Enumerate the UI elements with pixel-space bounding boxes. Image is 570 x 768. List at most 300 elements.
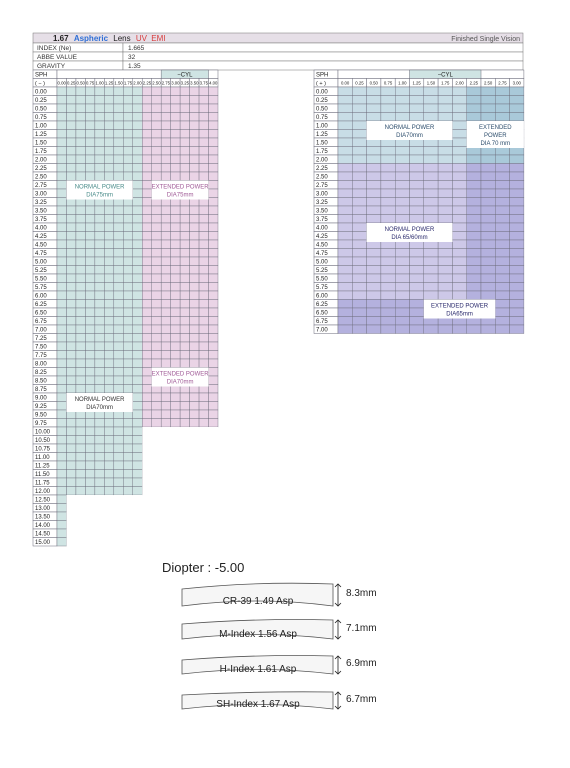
grid-cell xyxy=(338,113,352,122)
grid-cell xyxy=(209,419,218,428)
grid-cell xyxy=(171,402,180,411)
grid-cell xyxy=(467,189,481,198)
grid-cell xyxy=(467,215,481,224)
grid-cell xyxy=(171,172,180,181)
grid-cell xyxy=(338,308,352,317)
grid-cell xyxy=(367,113,381,122)
grid-cell xyxy=(410,147,424,156)
grid-cell xyxy=(142,181,151,190)
sph-value: 15.00 xyxy=(35,540,51,546)
grid-cell xyxy=(142,487,151,496)
grid-cell xyxy=(142,504,151,513)
grid-cell xyxy=(495,325,509,334)
grid-cell xyxy=(66,172,75,181)
grid-cell xyxy=(104,317,113,326)
sph-value: 0.25 xyxy=(35,98,47,104)
grid-cell xyxy=(161,283,170,292)
grid-cell xyxy=(76,240,85,249)
grid-cell xyxy=(66,113,75,122)
sph-value: 5.75 xyxy=(316,285,328,291)
grid-cell xyxy=(190,155,199,164)
grid-cell xyxy=(190,453,199,462)
grid-cell xyxy=(190,512,199,521)
grid-cell xyxy=(171,223,180,232)
grid-cell xyxy=(338,223,352,232)
grid-cell xyxy=(123,104,132,113)
grid-cell xyxy=(95,444,104,453)
grid-cell xyxy=(381,274,395,283)
sph-value: 0.50 xyxy=(316,106,328,113)
grid-cell xyxy=(199,478,208,487)
grid-cell xyxy=(171,410,180,419)
grid-cell xyxy=(76,155,85,164)
grid-cell xyxy=(367,189,381,198)
grid-cell xyxy=(338,325,352,334)
grid-cell xyxy=(190,393,199,402)
grid-cell xyxy=(438,189,452,198)
grid-cell xyxy=(76,223,85,232)
grid-cell xyxy=(161,444,170,453)
sph-value: 8.75 xyxy=(35,387,47,393)
grid-cell xyxy=(123,521,132,530)
grid-cell xyxy=(199,453,208,462)
grid-cell xyxy=(209,504,218,513)
grid-cell xyxy=(467,223,481,232)
grid-cell xyxy=(142,334,151,343)
grid-cell xyxy=(142,198,151,207)
grid-cell xyxy=(95,427,104,436)
grid-cell xyxy=(190,325,199,334)
grid-cell xyxy=(338,121,352,130)
spec-label: INDEX (Ne) xyxy=(37,45,72,52)
grid-cell xyxy=(85,232,94,241)
grid-cell xyxy=(133,325,142,334)
grid-cell xyxy=(209,470,218,479)
grid-cell xyxy=(104,487,113,496)
sph-value: 3.00 xyxy=(316,191,328,198)
grid-cell xyxy=(209,249,218,258)
grid-cell xyxy=(209,232,218,241)
grid-cell xyxy=(424,325,438,334)
grid-cell xyxy=(467,164,481,173)
grid-cell xyxy=(66,138,75,147)
grid-cell xyxy=(133,257,142,266)
grid-cell xyxy=(395,215,409,224)
grid-cell xyxy=(133,240,142,249)
grid-cell xyxy=(352,291,366,300)
grid-cell xyxy=(199,240,208,249)
grid-cell xyxy=(381,87,395,96)
grid-cell xyxy=(104,172,113,181)
grid-cell xyxy=(133,249,142,258)
sph-value: 5.00 xyxy=(35,259,47,266)
grid-cell xyxy=(104,223,113,232)
grid-cell xyxy=(104,436,113,445)
grid-cell xyxy=(171,147,180,156)
grid-cell xyxy=(114,215,123,224)
grid-cell xyxy=(481,249,495,258)
grid-cell xyxy=(104,232,113,241)
lens-name: M-Index 1.56 Asp xyxy=(219,629,297,640)
grid-cell xyxy=(57,240,66,249)
sph-value: 7.25 xyxy=(35,336,47,342)
grid-cell xyxy=(95,232,104,241)
grid-cell xyxy=(142,172,151,181)
grid-cell xyxy=(180,121,189,130)
grid-cell xyxy=(199,351,208,360)
grid-cell xyxy=(66,444,75,453)
grid-cell xyxy=(180,300,189,309)
grid-cell xyxy=(495,198,509,207)
grid-cell xyxy=(152,478,161,487)
grid-cell xyxy=(452,87,466,96)
grid-cell xyxy=(133,164,142,173)
grid-cell xyxy=(114,283,123,292)
grid-cell xyxy=(152,419,161,428)
grid-cell xyxy=(76,444,85,453)
grid-cell xyxy=(95,223,104,232)
grid-cell xyxy=(199,419,208,428)
grid-cell xyxy=(338,198,352,207)
grid-cell xyxy=(209,274,218,283)
grid-cell xyxy=(123,529,132,538)
grid-cell xyxy=(171,206,180,215)
grid-cell xyxy=(338,87,352,96)
grid-cell xyxy=(367,181,381,190)
grid-cell xyxy=(142,368,151,377)
grid-cell xyxy=(171,393,180,402)
grid-cell xyxy=(57,385,66,394)
grid-cell xyxy=(452,181,466,190)
grid-cell xyxy=(85,257,94,266)
plus-sph-grid xyxy=(314,70,524,334)
grid-cell xyxy=(367,96,381,105)
grid-cell xyxy=(142,538,151,547)
grid-cell xyxy=(161,215,170,224)
grid-cell xyxy=(142,249,151,258)
grid-cell xyxy=(104,283,113,292)
grid-cell xyxy=(171,427,180,436)
grid-cell xyxy=(209,240,218,249)
grid-cell xyxy=(180,96,189,105)
grid-cell xyxy=(95,512,104,521)
grid-cell xyxy=(171,529,180,538)
grid-cell xyxy=(142,461,151,470)
sph-value: 0.00 xyxy=(35,89,47,96)
grid-cell xyxy=(76,478,85,487)
grid-cell xyxy=(481,266,495,275)
grid-cell xyxy=(190,274,199,283)
grid-cell xyxy=(367,257,381,266)
grid-cell xyxy=(190,291,199,300)
grid-cell xyxy=(199,470,208,479)
grid-cell xyxy=(352,215,366,224)
grid-cell xyxy=(452,104,466,113)
grid-cell xyxy=(57,87,66,96)
grid-cell xyxy=(495,291,509,300)
grid-cell xyxy=(114,325,123,334)
grid-cell xyxy=(381,283,395,292)
grid-cell xyxy=(190,419,199,428)
grid-cell xyxy=(76,487,85,496)
grid-cell xyxy=(133,130,142,139)
grid-cell xyxy=(171,334,180,343)
grid-cell xyxy=(381,113,395,122)
grid-cell xyxy=(66,461,75,470)
grid-cell xyxy=(395,147,409,156)
grid-cell xyxy=(95,206,104,215)
grid-cell xyxy=(190,478,199,487)
grid-cell xyxy=(190,172,199,181)
grid-cell xyxy=(104,359,113,368)
grid-cell xyxy=(481,240,495,249)
sph-value: 2.75 xyxy=(316,183,328,189)
sph-value: 5.50 xyxy=(35,276,47,283)
grid-cell xyxy=(438,249,452,258)
grid-cell xyxy=(66,249,75,258)
grid-cell xyxy=(209,487,218,496)
grid-cell xyxy=(190,334,199,343)
power-label-text: DIA65mm xyxy=(446,311,473,318)
grid-cell xyxy=(57,257,66,266)
grid-cell xyxy=(209,342,218,351)
grid-cell xyxy=(66,538,75,547)
grid-cell xyxy=(152,249,161,258)
grid-cell xyxy=(85,334,94,343)
grid-cell xyxy=(114,206,123,215)
grid-cell xyxy=(209,359,218,368)
grid-cell xyxy=(142,121,151,130)
grid-cell xyxy=(95,317,104,326)
grid-cell xyxy=(95,538,104,547)
grid-cell xyxy=(452,283,466,292)
grid-cell xyxy=(395,308,409,317)
grid-cell xyxy=(199,529,208,538)
grid-cell xyxy=(76,104,85,113)
product-header xyxy=(33,33,523,43)
grid-cell xyxy=(467,104,481,113)
grid-cell xyxy=(171,317,180,326)
grid-cell xyxy=(142,113,151,122)
sph-value: 11.00 xyxy=(35,455,50,461)
grid-cell xyxy=(452,164,466,173)
grid-cell xyxy=(481,104,495,113)
grid-cell xyxy=(199,317,208,326)
grid-cell xyxy=(133,453,142,462)
grid-cell xyxy=(123,419,132,428)
power-label-text: DIA75mm xyxy=(86,192,113,199)
cyl-value: 1.25 xyxy=(412,80,421,86)
grid-cell xyxy=(133,317,142,326)
grid-cell xyxy=(199,138,208,147)
grid-cell xyxy=(161,130,170,139)
grid-cell xyxy=(152,130,161,139)
grid-cell xyxy=(114,308,123,317)
grid-cell xyxy=(142,257,151,266)
grid-cell xyxy=(180,138,189,147)
grid-cell xyxy=(152,87,161,96)
grid-cell xyxy=(338,104,352,113)
grid-cell xyxy=(367,300,381,309)
grid-cell xyxy=(95,495,104,504)
grid-cell xyxy=(424,104,438,113)
grid-cell xyxy=(180,351,189,360)
grid-cell xyxy=(95,419,104,428)
cyl-value: 2.75 xyxy=(498,80,507,86)
lens-text: Lens xyxy=(113,34,131,43)
grid-cell xyxy=(352,121,366,130)
grid-cell xyxy=(180,334,189,343)
grid-cell xyxy=(424,198,438,207)
grid-cell xyxy=(85,368,94,377)
grid-cell xyxy=(199,147,208,156)
grid-cell xyxy=(76,461,85,470)
grid-cell xyxy=(410,283,424,292)
grid-cell xyxy=(142,427,151,436)
grid-cell xyxy=(199,104,208,113)
grid-cell xyxy=(123,155,132,164)
grid-cell xyxy=(352,113,366,122)
grid-cell xyxy=(452,121,466,130)
grid-cell xyxy=(367,164,381,173)
sph-value: 6.75 xyxy=(316,319,328,325)
grid-cell xyxy=(66,266,75,275)
grid-cell xyxy=(199,402,208,411)
sph-value: 11.75 xyxy=(35,480,50,487)
grid-cell xyxy=(104,512,113,521)
grid-cell xyxy=(338,172,352,181)
sph-value: 1.25 xyxy=(35,132,47,138)
grid-cell xyxy=(209,308,218,317)
grid-cell xyxy=(104,147,113,156)
grid-cell xyxy=(57,317,66,326)
spec-label: ABBE VALUE xyxy=(37,54,77,61)
grid-cell xyxy=(123,121,132,130)
grid-cell xyxy=(209,147,218,156)
cyl-value: 2.75 xyxy=(161,80,171,86)
grid-cell xyxy=(114,147,123,156)
grid-cell xyxy=(133,138,142,147)
grid-cell xyxy=(114,104,123,113)
grid-cell xyxy=(123,376,132,385)
grid-cell xyxy=(152,461,161,470)
grid-cell xyxy=(76,351,85,360)
grid-cell xyxy=(510,317,524,326)
grid-cell xyxy=(510,172,524,181)
grid-cell xyxy=(495,206,509,215)
grid-cell xyxy=(510,300,524,309)
sph-value: 1.00 xyxy=(35,123,47,130)
grid-cell xyxy=(199,257,208,266)
grid-cell xyxy=(495,240,509,249)
grid-cell xyxy=(381,172,395,181)
grid-cell xyxy=(190,249,199,258)
grid-cell xyxy=(76,470,85,479)
grid-cell xyxy=(410,215,424,224)
grid-cell xyxy=(199,427,208,436)
grid-cell xyxy=(190,138,199,147)
grid-cell xyxy=(495,104,509,113)
grid-cell xyxy=(152,164,161,173)
grid-cell xyxy=(199,342,208,351)
power-label-text: DIA 65/60mm xyxy=(391,235,428,241)
grid-cell xyxy=(190,529,199,538)
grid-cell xyxy=(352,232,366,241)
grid-cell xyxy=(495,266,509,275)
grid-cell xyxy=(142,308,151,317)
grid-cell xyxy=(481,198,495,207)
grid-cell xyxy=(133,121,142,130)
grid-cell xyxy=(161,164,170,173)
grid-cell xyxy=(510,291,524,300)
grid-cell xyxy=(123,453,132,462)
grid-cell xyxy=(123,300,132,309)
grid-cell xyxy=(199,308,208,317)
grid-cell xyxy=(395,164,409,173)
grid-cell xyxy=(338,317,352,326)
grid-cell xyxy=(57,113,66,122)
grid-cell xyxy=(481,223,495,232)
grid-cell xyxy=(114,351,123,360)
grid-cell xyxy=(152,512,161,521)
grid-cell xyxy=(76,249,85,258)
grid-cell xyxy=(85,206,94,215)
grid-cell xyxy=(85,495,94,504)
grid-cell xyxy=(76,147,85,156)
grid-cell xyxy=(142,206,151,215)
grid-cell xyxy=(209,538,218,547)
grid-cell xyxy=(352,325,366,334)
grid-cell xyxy=(452,257,466,266)
grid-cell xyxy=(66,436,75,445)
grid-cell xyxy=(190,266,199,275)
grid-cell xyxy=(161,512,170,521)
grid-cell xyxy=(104,291,113,300)
grid-cell xyxy=(199,359,208,368)
sph-header: SPH xyxy=(35,72,48,79)
grid-cell xyxy=(171,130,180,139)
grid-cell xyxy=(395,266,409,275)
grid-cell xyxy=(209,87,218,96)
grid-cell xyxy=(123,96,132,105)
cyl-header: −CYL xyxy=(437,72,453,79)
grid-cell xyxy=(171,308,180,317)
grid-cell xyxy=(438,206,452,215)
grid-cell xyxy=(76,215,85,224)
grid-cell xyxy=(76,325,85,334)
grid-cell xyxy=(114,257,123,266)
sph-value: 4.25 xyxy=(35,234,47,240)
grid-cell xyxy=(95,470,104,479)
grid-cell xyxy=(104,206,113,215)
grid-cell xyxy=(467,249,481,258)
grid-cell xyxy=(495,308,509,317)
grid-cell xyxy=(209,172,218,181)
grid-cell xyxy=(190,444,199,453)
grid-cell xyxy=(85,325,94,334)
grid-cell xyxy=(85,385,94,394)
grid-cell xyxy=(190,130,199,139)
grid-cell xyxy=(76,436,85,445)
grid-cell xyxy=(180,87,189,96)
grid-cell xyxy=(123,427,132,436)
grid-cell xyxy=(481,283,495,292)
grid-cell xyxy=(452,266,466,275)
grid-cell xyxy=(95,436,104,445)
grid-cell xyxy=(367,215,381,224)
grid-cell xyxy=(410,87,424,96)
grid-cell xyxy=(76,495,85,504)
